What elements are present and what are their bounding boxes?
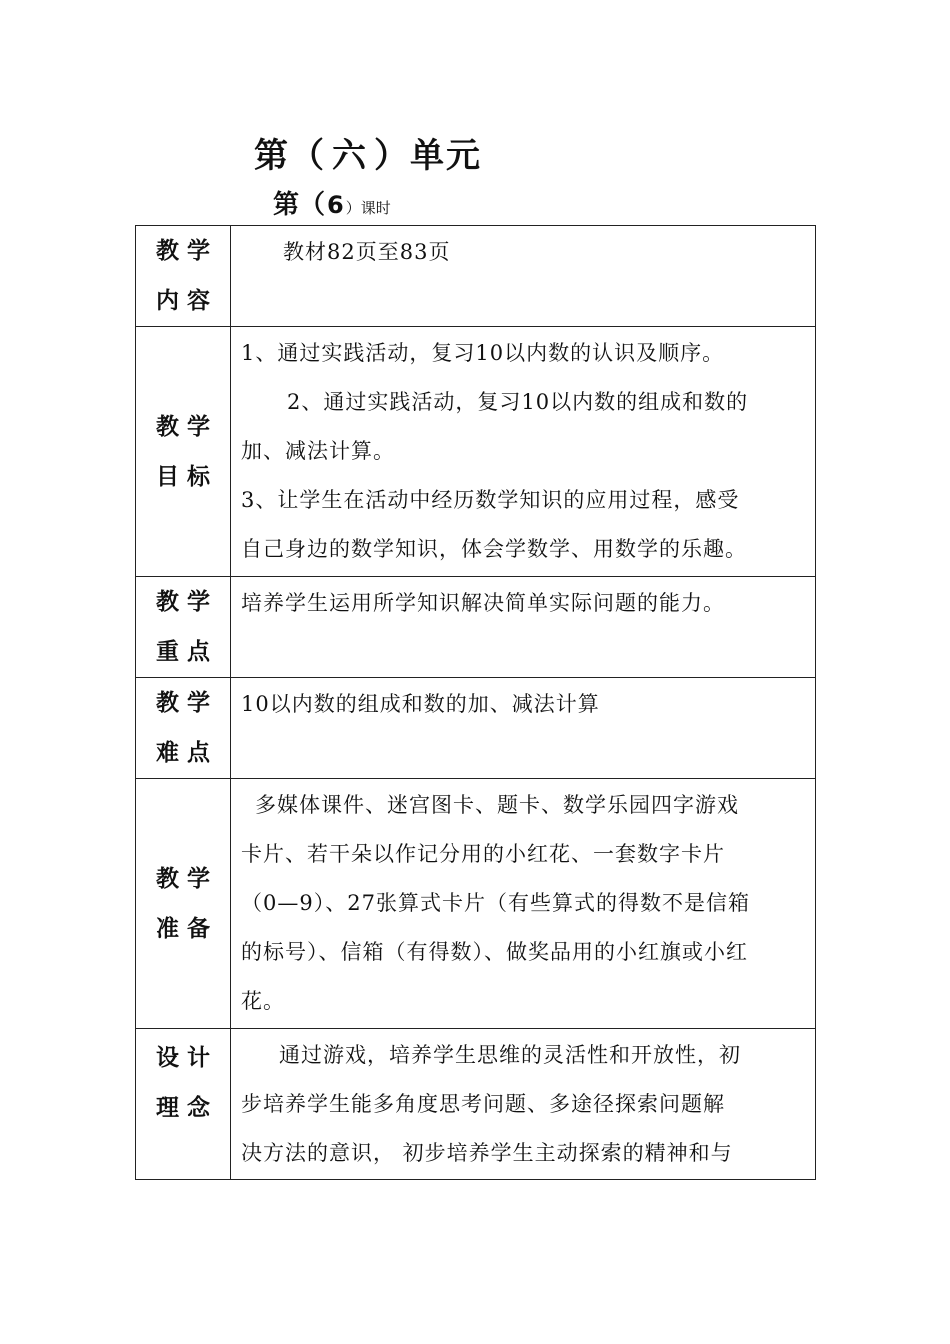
content-difficulties: 10以内数的组成和数的加、减法计算 — [231, 678, 816, 779]
unit-number: 六 — [332, 136, 368, 176]
row-preparation — [136, 779, 816, 1029]
label-teaching-content: 教学 内容 — [136, 226, 231, 327]
lesson-suffix: ）课时 — [345, 199, 391, 217]
row-design-concept — [136, 1029, 816, 1180]
label-design-concept: 设计 理念 — [136, 1029, 231, 1180]
row-key-points — [136, 577, 816, 678]
row-difficulties — [136, 678, 816, 779]
content-design-concept: 通过游戏，培养学生思维的灵活性和开放性，初 步培养学生能多角度思考问题、多途径探索问题解 决方法的意识， 初步培养学生主动探索的精神和与 — [231, 1029, 816, 1180]
lesson-prefix: 第（ — [273, 190, 326, 220]
unit-title — [254, 128, 482, 177]
label-key-points: 教学 重点 — [136, 577, 231, 678]
unit-suffix: ）单元 — [374, 136, 482, 176]
label-preparation: 教学 准备 — [136, 779, 231, 1029]
content-preparation: 多媒体课件、迷宫图卡、题卡、数学乐园四字游戏 卡片、若干朵以作记分用的小红花、一套数字卡片 （0—9）、27张算式卡片（有些算式的得数不是信箱 的标号）、信箱（有得数）、做奖品用的小红旗或小红 花。 — [231, 779, 816, 1029]
content-teaching-goals: 1、通过实践活动，复习10以内数的认识及顺序。 2、通过实践活动，复习10以内数的组成和数的 加、减法计算。 3、让学生在活动中经历数学知识的应用过程，感受 自己身边的数学知识，体会学数学、用数学的乐趣。 — [231, 327, 816, 577]
row-teaching-content — [136, 226, 816, 327]
row-teaching-goals — [136, 327, 816, 577]
content-key-points: 培养学生运用所学知识解决简单实际问题的能力。 — [231, 577, 816, 678]
lesson-number: 6 — [327, 191, 344, 219]
lesson-plan-table — [135, 225, 816, 1180]
label-teaching-goals: 教学 目标 — [136, 327, 231, 577]
lesson-number-line — [273, 184, 391, 221]
label-difficulties: 教学 难点 — [136, 678, 231, 779]
content-teaching-content: 教材82页至83页 — [231, 226, 816, 327]
unit-prefix: 第（ — [254, 136, 326, 176]
